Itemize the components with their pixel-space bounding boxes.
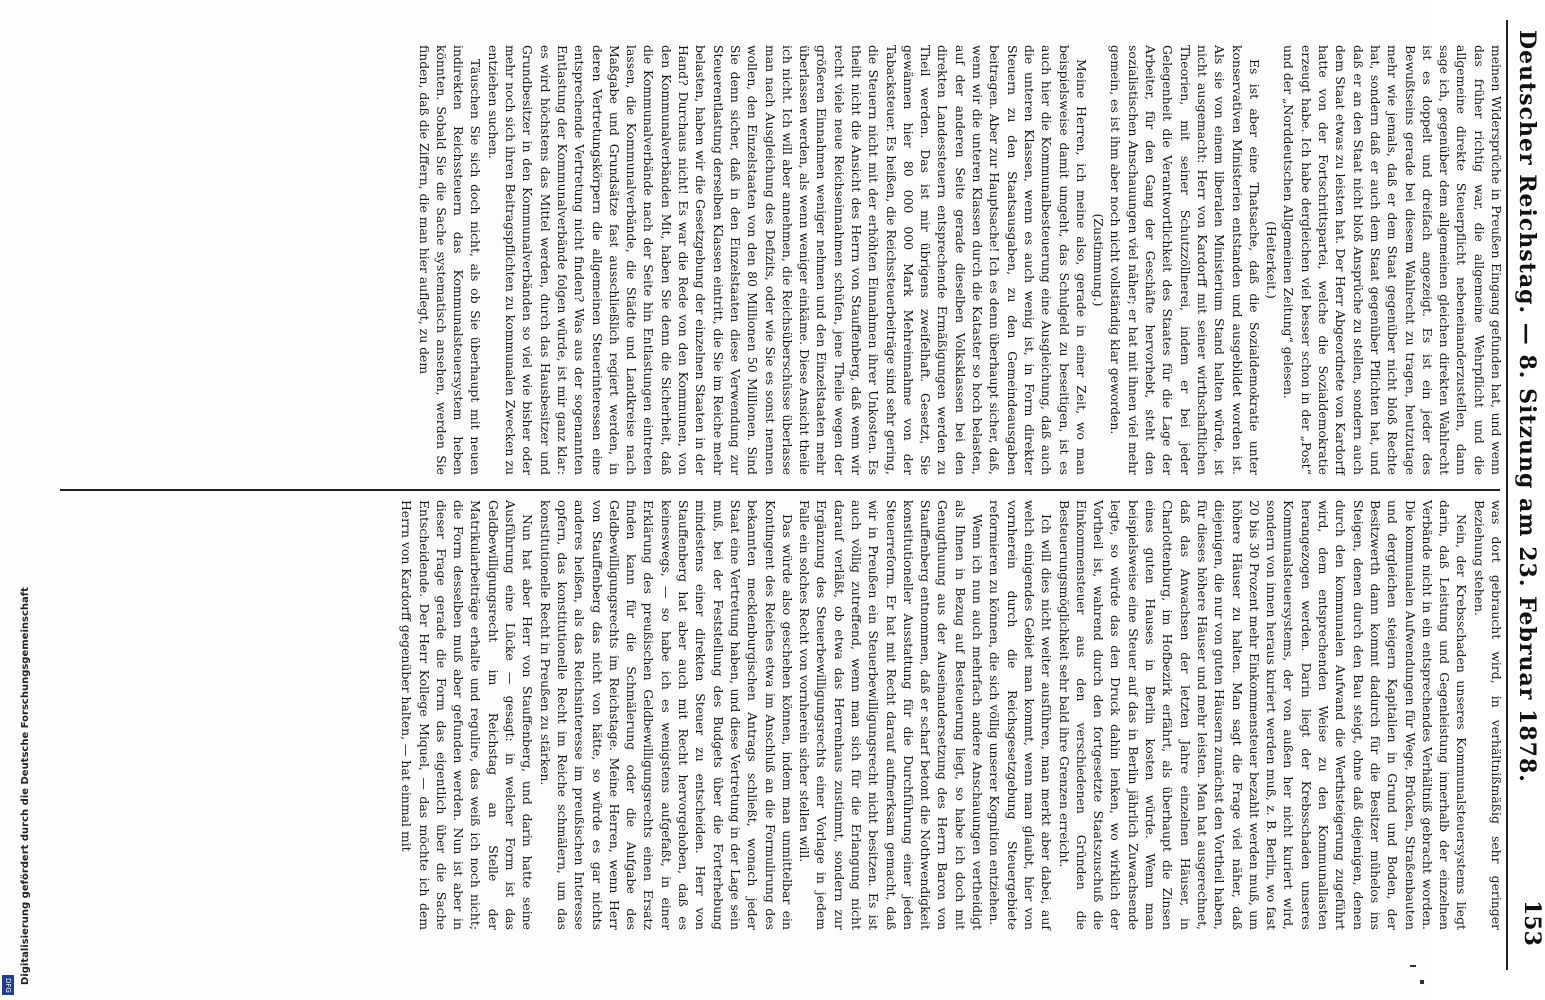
paragraph: Ich will dies nicht weiter ausführen, man merkt aber dabei, auf welch einigendes Gebiet man kommt, wenn man glaubt, hier von vornherein durch die Reichsgesetzgebung Steuergebiete reformieren zu können, die sich völlig unserer Kognition entziehen.: [987, 500, 1055, 930]
dfg-logo-icon: DFG: [2, 975, 14, 995]
interjection: (Heiterkeit.): [1264, 221, 1280, 299]
paragraph: Das würde also geschehen können, indem man unmittelbar ein Kontingent des Reiches etwa im Anschluß an die Formulirung des bekannten mecklenburgischen Antrags schließt, wonach jeder Staat eine Vertretung haben, und diese Vertretung in der Lage sein muß, bei der Feststellung des Budgets über die Forterhebung mindestens einer direkten Steuer zu entscheiden. Herr von Stauffenberg hat aber auch mit Recht hervorgehoben, daß es keineswegs, — so habe ich es wenigstens aufgefaßt, in einer Erklärung des preußischen Geldbewilligungsrechts einen Ersatz finden kann für die Schmälerung oder die Aufgabe des Geldbewilligungsrechts im Reichstage. Meine Herren, wenn Herr von Stauffenberg das nicht von hätte, so würde es gar nichts anderes heißen, als das Reichsinteresse im preußischen Interesse opfern, das konstitutionelle Recht im Reiche schmälern, um das konstitutionelle Recht in Preußen zu stärken.: [537, 500, 795, 930]
page-number: 153: [1519, 900, 1545, 946]
digitization-credit: Digitalisierung gefördert durch die Deutsche Forschungsgemeinschaft: [20, 587, 31, 985]
header-rule: [1506, 20, 1508, 970]
paragraph: Meine Herren, ich meine also, gerade in einer Zeit, wo man beispielsweise damit umgeht, das Schulgeld zu beseitigen, ist es auch hier die Kommunalbesteuerung eine Ausgleichung, daß auch die unteren Klassen, wenn es auch wenig ist, in Form direkter Steuern zu den Staatsausgaben, zu den Gemeindeausgaben beitragen. Aber zur Hauptsache! Ich es denn überhaupt sicher, daß, wenn wir die unteren Klassen durch die Kataster so hoch belasten, auf der anderen Seite gerade dieselben Volksklassen bei den direkten Landessteuern entsprechende Ermäßigungen werden zu Theil werden. Das ist mir übrigens zweifelhaft. Gesetzt, Sie gewännen hier 80 000 000 Mark Mehreinnahme von der Tabacksteuer. Es heißen, die Reichssteuerbeiträge sind sehr gering, die Steuern nicht mit der erhöhten Einnahmen ihrer Unkosten. Es theilt nicht die Ansicht des Herrn von Stauffenberg, daß wenn wir recht viele neue Reichseinnahmen schüfen, jene Theile wegen der größeren Einnahmen weniger nehmen und den Einzelstaaten mehr überlassen werden, als wenn weniger einkäme. Diese Ansicht theile ich nicht. Ich will aber annehmen, die Reichsüberschüsse überlasse man nach Ausgleichung des Defizits, oder wie Sie es sonst nennen wollen, den Einzelstaaten von den 80 Millionen 50 Millionen. Sind Sie denn sicher, daß in den Einzelstaaten diese Verwendung zur Steuerentlastung derselben Klassen eintritt, die Sie im Reiche mehr belasten, haben wir die Gesetzgebung der einzelnen Staaten in der Hand? Durchaus nicht! Es war die Rede von den Kommunen, von den Kommunalverbänden Mit, haben Sie denn die Sicherheit, daß die Kommunalverbände nach der Seite hin Entlastungen eintreten lassen, die Kommunalverbände, die Städte und Landkreise nach Maßgabe und Grundsätze fast ausschließlich regiert werden, in deren Vertretungskörpern die allgemeinen Steuerinteressen eine entsprechende Vertretung nicht finden? Was aus der sogenannten Entlastung der Kommunalverbände folgen würde, ist mir ganz klar: es wird höchstens das Mittel werden, durch das Hausbesitzer und Grundbesitzer in den Kommunalverbänden so viel wie bisher oder mehr noch sich ihren Beitragspflichten zu kommunalen Zwecken zu entziehen suchen.: [485, 45, 1089, 475]
scan-mark: [1410, 965, 1416, 967]
paragraph: Nein, der Krebsschaden unseres Kommunalsteuersystems liegt darin, daß Leistung und Gegenleistung innerhalb der einzelnen Verbände nicht in ein entsprechendes Verhältniß gebracht worden. Die kommunalen Aufwendungen für Wege, Brücken, Straßenbauten und dergleichen steigern Kapitalien in Grund und Boden, der Besitzwerth dann kommt dadurch für die Besitzer mühelos ins Steigen, denen durch den Bau steigt, ohne daß diejenigen, denen durch den kommunalen Aufwand die Werthsteigerung zugeführt wird, dem entsprechenden Weise zu den Kommunallasten herangezogen werden. Darin liegt der Krebsschaden unseres Kommunalsteuersystems, der von außen her nicht kuriert wird, sondern von innen heraus kuriert werden muß, z. B. Berlin, wo fast 20 bis 30 Prozent mehr Einkommensteuer bezahlt werden muß, um höhere Häuser zu halten. Man sagt die Frage viel näher, daß diejenigen, die nur von guten Häusern zunächst den Vortheil haben, für dieses höhere Häuser und mehr leisten. Man hat ausgerechnet, daß das Anwachsen der letzten Jahre einzelnen Häuser, in Charlottenburg, im Hofbezirk erfährt, als überhaupt die Zinsen eines guten Hauses in Berlin kosten würde. Wenn man beispielsweise eine Steuer auf das in Berlin jährlich Zuwachsende legte, so würde das den Druck dahin lenken, wo wirklich der Vortheil ist, wahrend durch den fortgesetzte Staatszuschuß die Einkommensteuer aus den verschiedenen Gründen die Besteuerungsmöglichkeit sehr bald ihre Grenzen erreicht.: [1056, 500, 1470, 930]
paragraph: Es ist aber eine Thatsache, daß die Sozialdemokratie unter konservativen Ministerien entstanden und ausgebildet worden ist. Als sie von einem liberalen Ministerium Stand halten würde, ist nicht ausgemacht: Herr von Kardorff mit seiner wirthschaftlichen Theorien, mit seiner Schutzzöllnerei, indem er bei jeder Gelegenheit die Verantwortlichkeit des Staates für die Lage der Arbeiter, für den Gang der Geschäfte hervorhebt, steht den sozialistischen Anschauungen viel näher; er hat mit ihnen viel mehr gemein, es ist ihm aber noch nicht vollständig klar geworden.: [1108, 45, 1262, 475]
column-divider: [60, 489, 1500, 491]
paragraph: Wenn ich nun auch mehrfach andere Anschauungen vertheidigt als Ihnen in Bezug auf Besteuerung liegt, so habe ich doch mit Genugthuung aus der Auseinandersetzung des Herrn Baron von Stauffenberg entnommen, daß er scharf betont die Nothwendigkeit konstitutioneller Ausstattung für die Durchführung einer jeden Steuerreform. Er hat mit Recht darauf aufmerksam gemacht, daß wir in Preußen ein Steuerbewilligungsrecht nicht besitzen. Es ist auch völlig zutreffend, wenn man sich für die Erlangung nicht darauf verläßt, ob etwa das Herrenhaus zustimmt, sondern zur Ergänzung des Steuerbewilligungsrechts einer Vorlage in jedem Falle ein solches Recht von vornherein sicher stellen will.: [797, 500, 986, 930]
paragraph: was dort gebraucht wird, in verhältnißmäßig sehr geringer Beziehung stehen.: [1471, 500, 1504, 930]
paragraph: Nun hat aber Herr von Stauffenberg, und darin hatte seine Ausführung eine Lücke — gesagt: in welcher Form ist das Geldbewilligungsrecht im Reichstag an Stelle der Matrikularbeiträge erhalte und regulire, das weiß ich noch nicht; die Form desselben muß aber gefunden werden. Nun ist aber in dieser Frage gerade die Form das eigentlich über die Sache Entscheidende. Der Herr Kollege Miquel, — das möchte ich dem Herrn von Kardorff gegenüber halten, — hat einmal mit: [399, 500, 536, 930]
text-column-right: [398, 500, 1505, 930]
paragraph: meinen Widersprüche in Preußen Eingang gefunden hat, und wenn das früher richtig war, die allgemeine Wehrpflicht und die allgemeine direkte Steuerpflicht nebeneinanderzustellen, dann sage ich, gegenüber dem allgemeinen gleichen direkten Wahlrecht ist es doppelt und dreifach angezeigt. Es ist ein jeder des Bewußtseins gerade bei diesem Wahlrecht zu tragen, heutzutage mehr wie jemals, daß er dem Staat gegenüber nicht bloß Rechte hat, sondern daß er auch dem Staat gegenüber Pflichten hat, und daß er an den Staat nicht bloß Ansprüche zu stellen, sondern auch dem Staat etwas zu leisten hat. Der Herr Abgeordnete von Kardorff hatte von der Fortschrittspartei, welche die Sozialdemokratie erzeugt habe. Ich habe dergleichen viel besser schon in der „Post“ und der „Norddeutschen Allgemeinen Zeitung“ gelesen.: [1281, 45, 1504, 475]
page-header-title: Deutscher Reichstag. — 8. Sitzung am 23. Februar 1878.: [1514, 30, 1540, 783]
paragraph: Täuschen Sie sich doch nicht, als ob Sie überhaupt mit neuen indirekten Reichssteuern das Kommunalsteuersystem heben könnten. Sobald Sie die Sache systematisch ansehen, werden Sie finden, daß die Ziffern, die man hier auflegt, zu dem: [416, 45, 484, 475]
text-column-left: [415, 45, 1505, 475]
scan-mark: [1420, 980, 1424, 984]
interjection: (Zustimmung.): [1091, 213, 1107, 307]
